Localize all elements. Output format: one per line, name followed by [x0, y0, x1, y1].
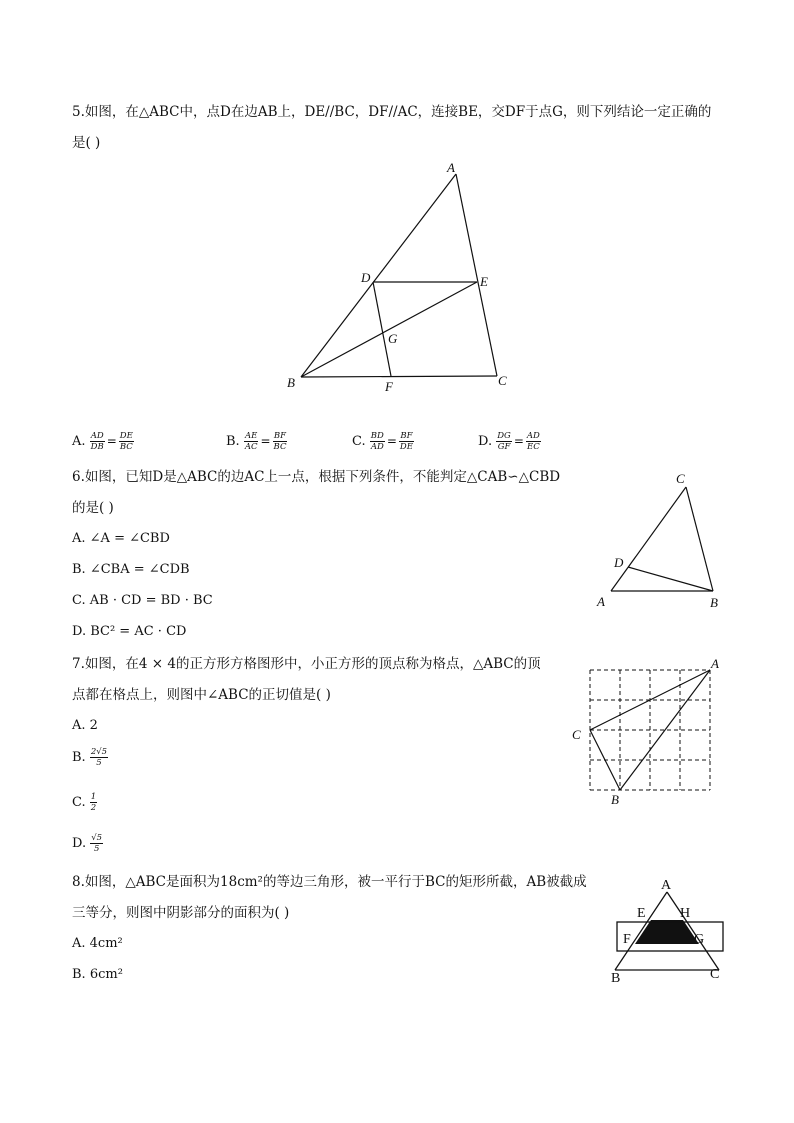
q8-option-a: A. 4cm²: [72, 936, 123, 951]
q7-stem-line2: 点都在格点上，则图中∠ABC的正切值是( ): [72, 687, 331, 703]
q5-b-num1: AE: [244, 431, 258, 441]
q7-d-num: √5: [91, 833, 103, 843]
q5-a-den1: DB: [90, 442, 104, 452]
q5-b-num2: BF: [273, 431, 287, 441]
q6-option-a: A. ∠A = ∠CBD: [72, 531, 170, 546]
q6-stem-line2: 的是( ): [72, 500, 114, 516]
q7-label-a: A: [711, 656, 719, 671]
q7-d-den: 5: [93, 844, 100, 854]
q7-option-d-letter: D.: [72, 836, 87, 851]
q6-option-c: C. AB · CD = BD · BC: [72, 593, 213, 608]
q5-label-e: E: [480, 274, 488, 289]
q5-option-a: A. $\frac{AD}{DB}$ = $\frac{DE}{BC}$: [72, 431, 133, 452]
q8-stem-line2: 三等分，则图中阴影部分的面积为( ): [72, 905, 290, 921]
q5-d-den1: GF: [497, 442, 511, 452]
q7-b-num: 2√5: [90, 747, 108, 757]
q5-b-den1: AC: [244, 442, 258, 452]
q8-stem-line1: 8.如图，△ABC是面积为18cm²的等边三角形，被一平行于BC的矩形所截，AB被截成: [72, 874, 587, 890]
q5-label-g: G: [388, 331, 398, 346]
q5-b-den2: BC: [273, 442, 287, 452]
q8-label-a: A: [661, 878, 672, 893]
q5-d-num2: AD: [526, 431, 540, 441]
q7-option-c: [72, 792, 97, 813]
q5-option-b: B. $\frac{AE}{AC}$ = $\frac{BF}{BC}$: [226, 431, 287, 452]
q6-label-b: B: [710, 595, 718, 610]
q5-option-a-letter: A.: [72, 434, 86, 449]
q6-figure: [590, 465, 730, 615]
q7-option-c-letter: C.: [72, 795, 86, 810]
q5-c-den1: AD: [370, 442, 384, 452]
q5-a-num2: DE: [119, 431, 133, 441]
q7-grid: [590, 670, 710, 790]
q8-shaded-region: [635, 920, 699, 944]
q7-stem-line1: 7.如图，在4 × 4的正方形方格图形中，小正方形的顶点称为格点，△ABC的顶: [72, 656, 541, 672]
q8-option-b: B. 6cm²: [72, 967, 123, 982]
q5-option-c-letter: C.: [352, 434, 366, 449]
q5-label-d: D: [361, 270, 371, 285]
q5-label-f: F: [385, 379, 393, 394]
q8-label-b: B: [611, 971, 621, 985]
q5-label-b: B: [287, 375, 295, 390]
q7-label-b: B: [611, 792, 619, 807]
q7-option-a: A. 2: [72, 718, 98, 733]
q6-label-a: A: [597, 594, 605, 609]
q5-option-d-letter: D.: [478, 434, 493, 449]
q7-option-b: [72, 747, 108, 768]
q5-option-d: D. $\frac{DG}{GF}$ = $\frac{AD}{EC}$: [478, 431, 540, 452]
q7-c-num: 1: [90, 792, 97, 802]
q5-figure: [280, 155, 530, 400]
q8-label-e: E: [637, 906, 646, 921]
q6-option-d: D. BC² = AC · CD: [72, 624, 187, 639]
q5-stem-line1: 5.如图，在△ABC中，点D在边AB上，DE//BC，DF//AC，连接BE，交DF于点G，则下列结论一定正确的: [72, 104, 712, 120]
q8-label-c: C: [710, 967, 720, 982]
q6-label-d: D: [614, 555, 624, 570]
q7-option-d: [72, 833, 103, 854]
q8-label-f: F: [623, 932, 631, 947]
q5-label-c: C: [498, 373, 507, 388]
q5-option-c: C. $\frac{BD}{AD}$ = $\frac{BF}{DE}$: [352, 431, 413, 452]
q5-option-b-letter: B.: [226, 434, 240, 449]
q5-d-den2: EC: [527, 442, 540, 452]
q7-option-b-letter: B.: [72, 750, 86, 765]
q6-option-b: B. ∠CBA = ∠CDB: [72, 562, 190, 577]
q5-d-num1: DG: [497, 431, 511, 441]
q5-c-num2: BF: [400, 431, 413, 441]
q5-a-num1: AD: [90, 431, 104, 441]
q7-figure: [565, 655, 730, 810]
q5-a-den2: BC: [119, 442, 133, 452]
q8-label-g: G: [694, 932, 705, 947]
q7-b-den: 5: [96, 758, 102, 768]
q7-c-den: 2: [90, 803, 97, 813]
q8-label-h: H: [680, 906, 691, 921]
q7-label-c: C: [572, 727, 581, 742]
q5-stem-line2: 是( ): [72, 135, 101, 151]
q6-stem-line1: 6.如图，已知D是△ABC的边AC上一点，根据下列条件，不能判定△CAB∽△CBD: [72, 469, 561, 485]
q5-label-a: A: [447, 160, 455, 175]
q5-c-den2: DE: [399, 442, 413, 452]
q5-c-num1: BD: [370, 431, 384, 441]
q6-label-c: C: [676, 471, 685, 486]
q8-figure: [600, 870, 730, 985]
